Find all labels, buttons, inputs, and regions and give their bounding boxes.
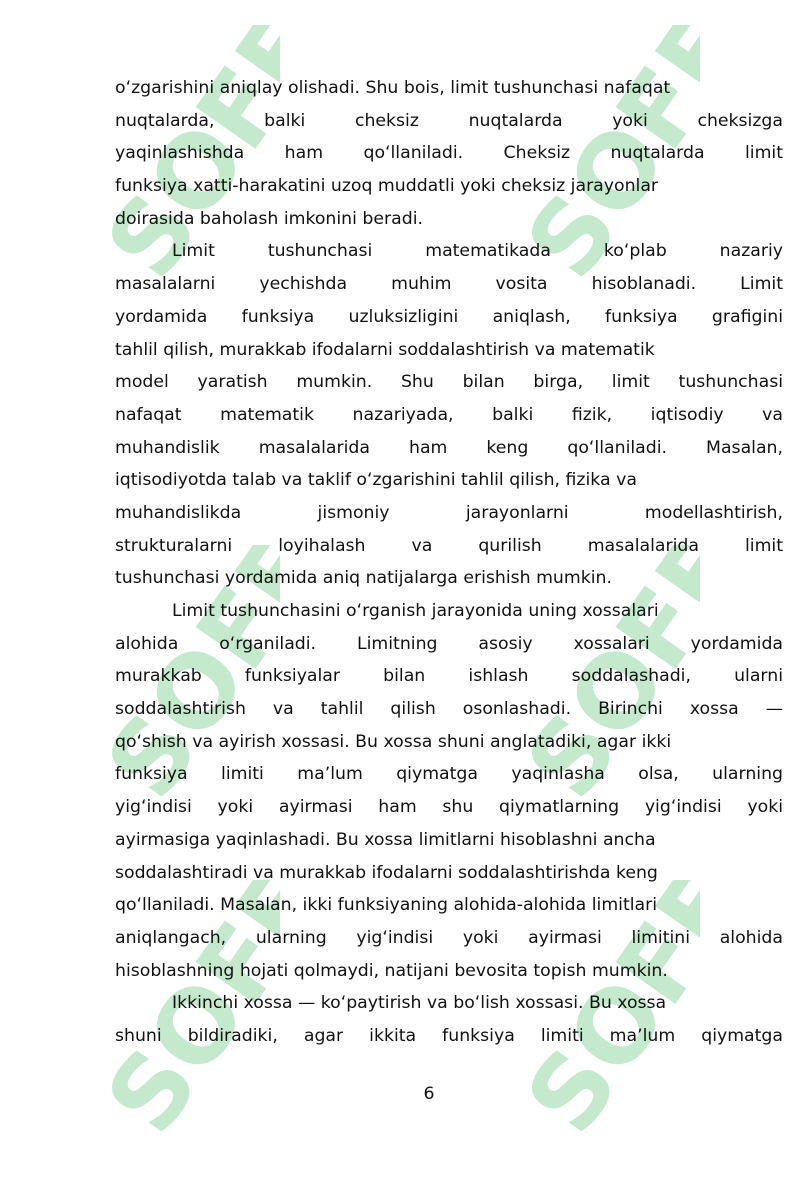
text-line: tahlil qilish, murakkab ifodalarni soddalashtirish va matematik [115,339,655,360]
text-line: nafaqat matematik nazariyada, balki fizik, iqtisodiy va [115,404,783,425]
text-line: qoʻllaniladi. Masalan, ikki funksiyaning alohida-alohida limitlari [115,895,658,916]
text-line: yaqinlashishda ham qoʻllaniladi. Cheksiz nuqtalarda limit [115,143,783,164]
text-line: Limit tushunchasini oʻrganish jarayonida uning xossalari [172,601,659,621]
text-line: Ikkinchi xossa — koʻpaytirish va boʻlish xossasi. Bu xossa [172,993,667,1014]
text-line: soddalashtiradi va murakkab ifodalarni soddalashtirishda keng [115,862,658,883]
text-line: shuni bildiradiki, agar ikkita funksiya limiti maʼlum qiymatga [115,1025,783,1046]
text-line: soddalashtirish va tahlil qilish osonlashadi. Birinchi xossa — [115,699,783,720]
document-body [115,72,783,1053]
text-line: doirasida baholash imkonini beradi. [115,208,423,229]
text-line: alohida oʻrganiladi. Limitning asosiy xossalari yordamida [115,633,783,654]
text-line: strukturalarni loyihalash va qurilish masalalarida limit [115,535,783,556]
text-line: Limit tushunchasi matematikada koʻplab nazariy [172,241,783,262]
text-line: tushunchasi yordamida aniq natijalarga erishish mumkin. [115,568,612,589]
text-line: iqtisodiyotda talab va taklif oʻzgarishini tahlil qilish, fizika va [115,470,637,491]
text-line: oʻzgarishini aniqlay olishadi. Shu bois, limit tushunchasi nafaqat [115,78,671,98]
text-line: hisoblashning hojati qolmaydi, natijani bevosita topish mumkin. [115,960,668,981]
text-line: muhandislik masalalarida ham keng qoʻllaniladi. Masalan, [115,437,783,458]
text-line: ayirmasiga yaqinlashadi. Bu xossa limitlarni hisoblashni ancha [115,829,656,850]
text-line: funksiya limiti maʼlum qiymatga yaqinlasha olsa, ularning [115,764,783,785]
text-line: murakkab funksiyalar bilan ishlash soddalashadi, ularni [115,666,783,687]
text-line: nuqtalarda, balki cheksiz nuqtalarda yoki cheksizga [115,110,783,131]
text-line: funksiya xatti-harakatini uzoq muddatli yoki cheksiz jarayonlar [115,176,659,197]
text-line: yordamida funksiya uzluksizligini aniqlash, funksiya grafigini [115,306,783,327]
text-line: qoʻshish va ayirish xossasi. Bu xossa shuni anglatadiki, agar ikki [115,731,672,752]
text-line: muhandislikda jismoniy jarayonlarni modellashtirish, [115,502,783,523]
text-line: model yaratish mumkin. Shu bilan birga, limit tushunchasi [115,372,783,393]
text-line: yigʻindisi yoki ayirmasi ham shu qiymatlarning yigʻindisi yoki [115,797,783,818]
text-line: aniqlangach, ularning yigʻindisi yoki ayirmasi limitini alohida [115,927,783,948]
text-line: masalalarni yechishda muhim vosita hisoblanadi. Limit [115,274,783,295]
page-number: 6 [423,1084,435,1104]
